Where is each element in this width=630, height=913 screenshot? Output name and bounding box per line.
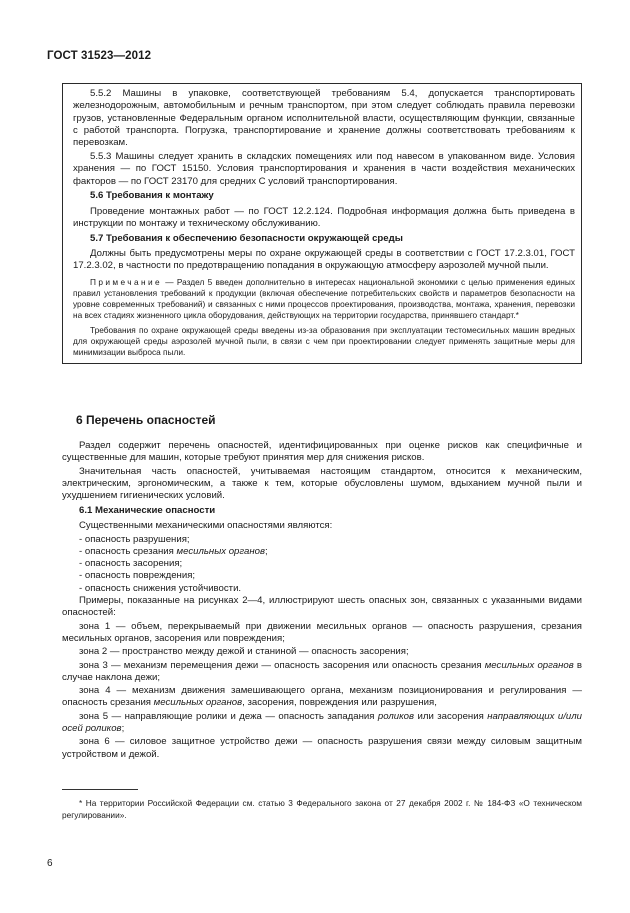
note-label: Примечание: [90, 276, 163, 287]
framed-additional-section: [62, 83, 582, 364]
heading-6-1: 6.1 Механические опасности: [79, 504, 216, 516]
paragraph-5-6: Проведение монтажных работ — по ГОСТ 12.2.124. Подробная информация должна быть приведена в инструкции по монтажу и техническому обслуживанию.: [73, 205, 575, 229]
heading-5-7: 5.7 Требования к обеспечению безопасности окружающей среды: [90, 232, 403, 244]
hazards-intro: Существенными механическими опасностями являются:: [79, 520, 333, 532]
zone-4: зона 4 — механизм движения замешивающего органа, механизм позиционирования и регулирования — опасность срезания месильных органов, засорения, повреждения или разрушения,: [62, 685, 582, 709]
note-text: — Раздел 5 введен дополнительно в интересах национальной экономики с целью применения единых правил установления требований к продукции (включая обеспечение потребительских свойств и параметров безопасности на уровне современных требований) и связанных с ними процессов проектирования, производства, монтажа, хранения, перевозки на всех стадиях жизненного цикла оборудования, действующих на территории государства, принявшего стандарт.*: [73, 276, 575, 320]
list-item: - опасность снижения устойчивости.: [79, 582, 242, 594]
zone-5: зона 5 — направляющие ролики и дежа — опасность западания роликов или засорения направляющих и/или осей роликов;: [62, 710, 582, 735]
section-6: [62, 412, 582, 762]
list-item: - опасность разрушения;: [79, 533, 190, 545]
paragraph-5-7: Должны быть предусмотрены меры по охране окружающей среды в соответствии с ГОСТ 17.2.3.01, ГОСТ 17.2.3.02, в частности по предотвращению попадания в окружающую атмосферу аэрозолей мучной пыли.: [73, 248, 575, 272]
section-6-intro: Раздел содержит перечень опасностей, идентифицированных при оценке рисков как специфичные и существенные для машин, которые требуют принятия мер для снижения рисков.: [62, 440, 582, 464]
heading-5-6: 5.6 Требования к монтажу: [90, 190, 214, 202]
paragraph-5-5-2: 5.5.2 Машины в упаковке, соответствующей требованиям 5.4, допускается транспортировать железнодорожным, автомобильным и речным транспортом, при этом следует соблюдать правила перевозки грузов, установленные Федеральным органом исполнительной власти, осуществляющим функции, связанные с работой транспорта. Погрузка, транспортирование и хранение должны соответствовать требованиям к перевозкам.: [73, 88, 575, 149]
zone-6: зона 6 — силовое защитное устройство дежи — опасность разрушения связи между силовым защитным устройством и дежой.: [62, 736, 582, 760]
list-item: - опасность повреждения;: [79, 570, 196, 582]
document-header: ГОСТ 31523—2012: [47, 50, 152, 62]
figures-intro: Примеры, показанные на рисунках 2—4, иллюстрируют шесть опасных зон, связанных с указанными видами опасностей:: [62, 595, 582, 619]
section-6-title: 6 Перечень опасностей: [76, 413, 216, 427]
zone-3: зона 3 — механизм перемещения дежи — опасность засорения или опасность срезания месильных органов в случае наклона дежи;: [62, 659, 582, 683]
footnote-divider: [62, 789, 138, 790]
list-item: - опасность засорения;: [79, 558, 183, 570]
page-number: 6: [47, 858, 53, 869]
list-item: - опасность срезания месильных органов;: [79, 545, 268, 557]
section-6-scope: Значительная часть опасностей, учитываемая настоящим стандартом, относится к механическим, электрическим, эргономическим, а также к тем, которые обусловлены шумом, вдыханием мучной пыли и ухудшением гигиенических условий.: [62, 465, 582, 502]
zone-1: зона 1 — объем, перекрываемый при движении месильных органов — опасность разрушения, срезания месильных органов, засорения или повреждения;: [62, 620, 582, 644]
paragraph-5-5-3: 5.5.3 Машины следует хранить в складских помещениях или под навесом в упакованном виде. Условия хранения — по ГОСТ 15150. Условия транспортирования и хранения в части воздействия механических факторов — по ГОСТ 23170 для средних С условий транспортирования.: [73, 150, 575, 187]
footnote: * На территории Российской Федерации см. статью 3 Федерального закона от 27 декабря 2002 г. № 184-ФЗ «О техническом регулировании».: [62, 798, 582, 820]
zone-2: зона 2 — пространство между дежой и станиной — опасность засорения;: [79, 646, 409, 658]
note-environment: Требования по охране окружающей среды введены из-за образования при эксплуатации тестомесильных машин вредных для окружающей среды аэрозолей мучной пыли, в связи с чем при проектировании следует применять защитные меры для минимизации выброса пыли.: [73, 324, 575, 357]
note: [73, 277, 575, 321]
